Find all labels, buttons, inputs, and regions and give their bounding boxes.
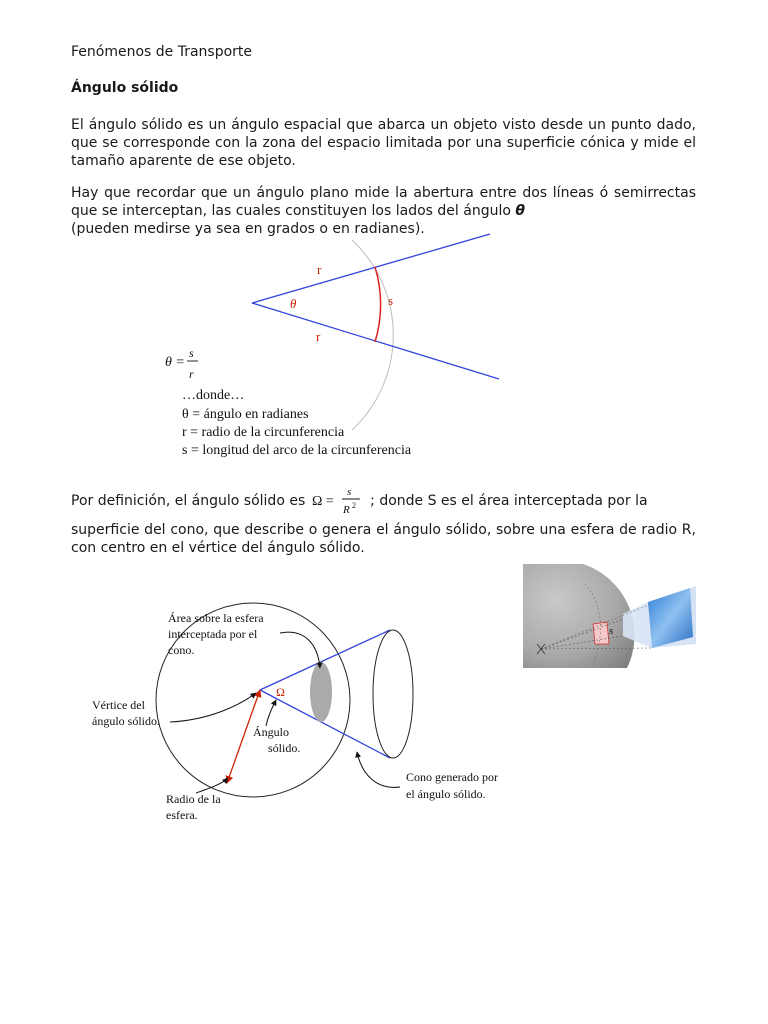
- where-text: …donde…: [182, 388, 245, 403]
- label-theta: θ: [290, 296, 297, 311]
- def-r: r = radio de la circunferencia: [182, 425, 345, 440]
- p3-after: ; donde S es el área interceptada por la: [370, 493, 648, 509]
- omega-symbol: Ω: [276, 685, 285, 699]
- section-heading: Ángulo sólido: [71, 80, 179, 96]
- label-r-bottom: r: [316, 329, 321, 344]
- omega-formula-num: s: [346, 486, 351, 498]
- paragraph-solid-angle-line1: [71, 486, 696, 516]
- cone-label-2: el ángulo sólido.: [406, 787, 486, 801]
- label-s: s: [388, 293, 394, 308]
- solid-angle-figure: [0, 590, 520, 830]
- omega-formula-exp: 2: [351, 501, 356, 510]
- sphere-cone-illustration: [523, 564, 696, 668]
- illustration-label-s: s: [609, 625, 614, 637]
- vertex-label-2: ángulo sólido.: [92, 714, 160, 728]
- omega-formula: [312, 486, 364, 516]
- formula-theta-num: s: [189, 346, 194, 360]
- formula-theta-den: r: [189, 367, 194, 381]
- label-r-top: r: [317, 262, 322, 277]
- paragraph-solid-angle-rest: superficie del cono, que describe o genera el ángulo sólido, sobre una esfera de radio R, con centro en el vértice del ángulo sólido.: [71, 522, 696, 556]
- omega-formula-den: R: [342, 504, 350, 516]
- plane-angle-figure: [0, 228, 768, 468]
- paragraph-definition: El ángulo sólido es un ángulo espacial que abarca un objeto visto desde un punto dado, que se corresponde con la zona del espacio limitada por una superficie cónica y mide el tamaño aparente de ese objeto.: [71, 117, 696, 169]
- radius-label-2: esfera.: [166, 808, 198, 822]
- area-label-3: cono.: [168, 643, 195, 657]
- area-label-2: interceptada por el: [168, 627, 258, 641]
- angle-label-1: Ángulo: [253, 725, 289, 739]
- radius-label-1: Radio de la: [166, 792, 221, 806]
- p3-before: Por definición, el ángulo sólido es: [71, 493, 306, 509]
- theta-symbol: θ: [515, 203, 525, 219]
- cone-label-1: Cono generado por: [406, 770, 498, 784]
- area-label-1: Área sobre la esfera: [168, 611, 264, 625]
- formula-theta-lhs: θ =: [165, 355, 185, 370]
- angle-label-2: sólido.: [268, 741, 301, 755]
- vertex-label-1: Vértice del: [92, 698, 145, 712]
- def-s: s = longitud del arco de la circunferencia: [182, 443, 412, 458]
- def-theta: θ = ángulo en radianes: [182, 407, 309, 422]
- omega-formula-lhs: Ω =: [311, 494, 334, 509]
- document-header: Fenómenos de Transporte: [71, 44, 253, 60]
- paragraph-plane-angle-line3: (pueden medirse ya sea en grados o en radianes).: [71, 221, 425, 237]
- paragraph-plane-angle-text: Hay que recordar que un ángulo plano mide la abertura entre dos líneas ó semirrectas que se interceptan, las cuales constituyen los lados del ángulo: [71, 185, 696, 219]
